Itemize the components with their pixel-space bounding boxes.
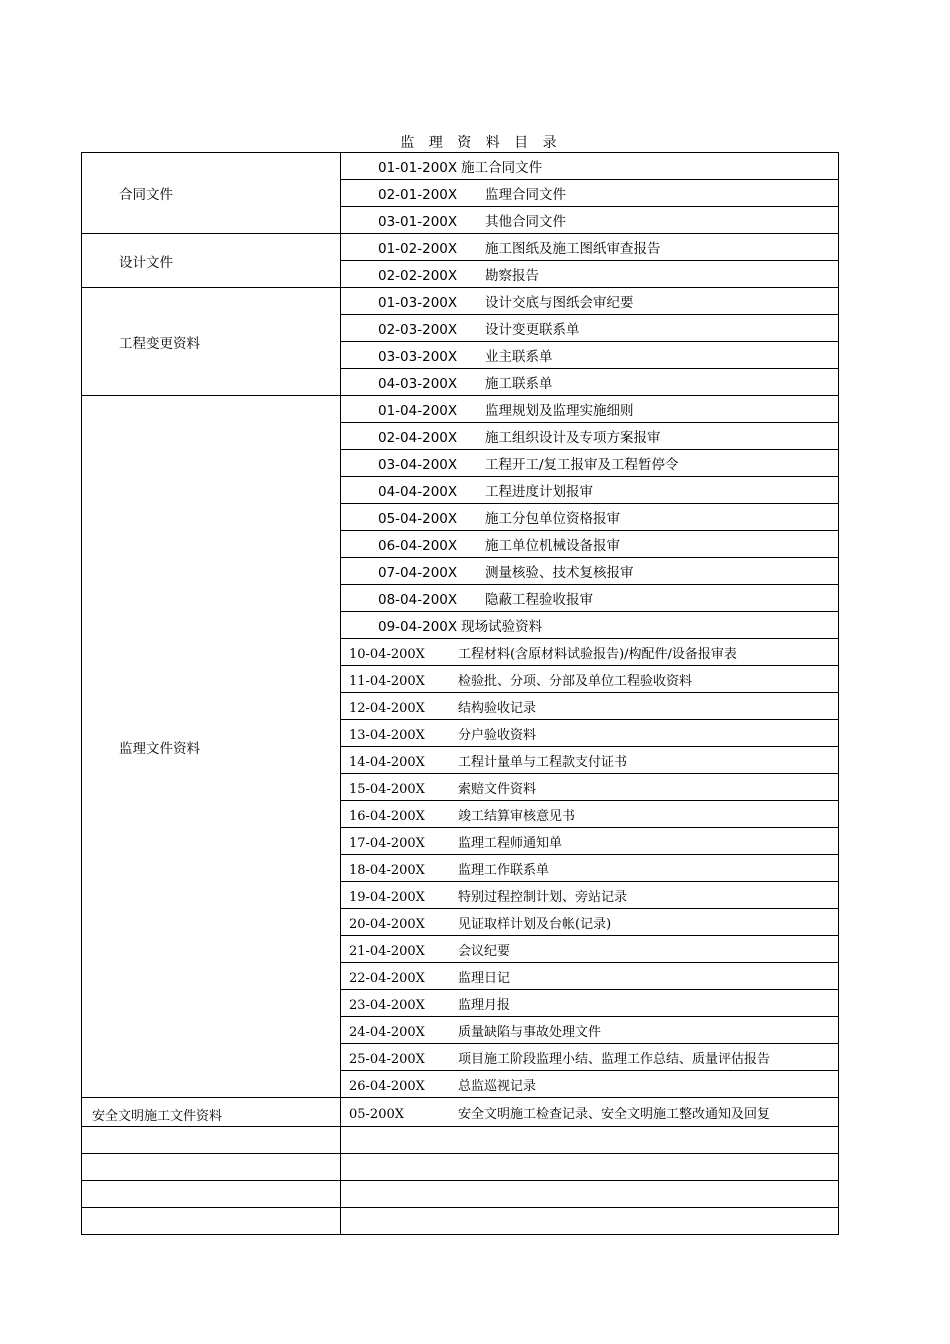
- entry-name: 勘察报告: [485, 268, 539, 284]
- empty-cell: [82, 1127, 341, 1154]
- entry-name: 监理日记: [458, 970, 511, 986]
- entry-name: 监理规划及监理实施细则: [485, 403, 634, 419]
- entry-cell: [341, 963, 839, 990]
- entry-code: 10-04-200X: [349, 646, 425, 662]
- entry-code: 04-04-200X: [378, 484, 458, 500]
- entry-cell: [341, 747, 839, 774]
- entry-name: 设计变更联系单: [485, 322, 580, 338]
- entry-cell: [341, 288, 839, 315]
- entry-cell: [341, 1044, 839, 1071]
- entry-name: 施工组织设计及专项方案报审: [485, 430, 661, 446]
- entry-code: 01-04-200X: [378, 403, 458, 419]
- entry-name: 项目施工阶段监理小结、监理工作总结、质量评估报告: [458, 1051, 771, 1067]
- entry-cell: [341, 909, 839, 936]
- entry-name: 索赔文件资料: [458, 781, 537, 797]
- entry-name: 质量缺陷与事故处理文件: [458, 1024, 602, 1040]
- entry-code: 02-03-200X: [378, 322, 458, 338]
- entry-code: 03-01-200X: [378, 214, 458, 230]
- entry-cell: [341, 693, 839, 720]
- entry-name: 工程开工/复工报审及工程暂停令: [485, 457, 679, 473]
- entry-name: 业主联系单: [485, 349, 553, 365]
- entry-name: 施工联系单: [485, 376, 553, 392]
- entry-name: 现场试验资料: [461, 619, 543, 635]
- entry-cell: [341, 936, 839, 963]
- entry-name: 施工合同文件: [461, 160, 543, 176]
- entry-name: 见证取样计划及台帐(记录): [458, 916, 612, 932]
- entry-code: 01-02-200X: [378, 241, 458, 257]
- category-cell: 工程变更资料: [82, 288, 341, 396]
- empty-cell: [82, 1154, 341, 1181]
- table-row: [82, 1098, 839, 1127]
- entry-code: 03-04-200X: [378, 457, 458, 473]
- entry-code: 07-04-200X: [378, 565, 458, 581]
- entry-code: 25-04-200X: [349, 1051, 425, 1067]
- entry-name: 竣工结算审核意见书: [458, 808, 576, 824]
- entry-code: 26-04-200X: [349, 1078, 425, 1094]
- entry-cell: [341, 1098, 839, 1127]
- category-cell: 安全文明施工文件资料: [82, 1098, 341, 1127]
- entry-code: 22-04-200X: [349, 970, 425, 986]
- empty-cell: [341, 1181, 839, 1208]
- table-row: [82, 153, 839, 180]
- entry-cell: [341, 585, 839, 612]
- entry-code: 24-04-200X: [349, 1024, 425, 1040]
- table-row: [82, 288, 839, 315]
- entry-cell: [341, 423, 839, 450]
- entry-cell: [341, 504, 839, 531]
- empty-row: [82, 1181, 839, 1208]
- entry-name: 监理合同文件: [485, 187, 566, 203]
- entry-name: 特别过程控制计划、旁站记录: [458, 889, 628, 905]
- entry-code: 17-04-200X: [349, 835, 425, 851]
- entry-code: 12-04-200X: [349, 700, 425, 716]
- entry-code: 02-04-200X: [378, 430, 458, 446]
- entry-cell: [341, 315, 839, 342]
- entry-code: 20-04-200X: [349, 916, 425, 932]
- entry-code: 13-04-200X: [349, 727, 425, 743]
- entry-cell: [341, 801, 839, 828]
- entry-code: 18-04-200X: [349, 862, 425, 878]
- entry-cell: [341, 1071, 839, 1098]
- entry-name: 隐蔽工程验收报审: [485, 592, 593, 608]
- entry-name: 检验批、分项、分部及单位工程验收资料: [458, 673, 693, 689]
- empty-row: [82, 1127, 839, 1154]
- entry-name: 监理工程师通知单: [458, 835, 563, 851]
- entry-cell: [341, 234, 839, 261]
- entry-cell: [341, 666, 839, 693]
- entry-name: 总监巡视记录: [458, 1078, 537, 1094]
- entry-name: 施工分包单位资格报审: [485, 511, 620, 527]
- entry-code: 08-04-200X: [378, 592, 458, 608]
- entry-name: 监理月报: [458, 997, 511, 1013]
- entry-cell: [341, 207, 839, 234]
- entry-cell: [341, 369, 839, 396]
- empty-cell: [341, 1154, 839, 1181]
- category-cell: 设计文件: [82, 234, 341, 288]
- entry-cell: [341, 396, 839, 423]
- entry-cell: [341, 342, 839, 369]
- entry-name: 设计交底与图纸会审纪要: [485, 295, 634, 311]
- entry-cell: [341, 855, 839, 882]
- entry-cell: [341, 774, 839, 801]
- entry-name: 分户验收资料: [458, 727, 537, 743]
- entry-cell: [341, 990, 839, 1017]
- empty-cell: [82, 1208, 341, 1235]
- entry-code: 19-04-200X: [349, 889, 425, 905]
- category-cell: 监理文件资料: [82, 396, 341, 1098]
- entry-name: 工程进度计划报审: [485, 484, 593, 500]
- entry-code: 21-04-200X: [349, 943, 425, 959]
- category-cell: 合同文件: [82, 153, 341, 234]
- entry-name: 工程材料(含原材料试验报告)/构配件/设备报审表: [458, 646, 737, 662]
- entry-code: 14-04-200X: [349, 754, 425, 770]
- entry-cell: [341, 261, 839, 288]
- entry-cell: [341, 882, 839, 909]
- entry-name: 会议纪要: [458, 943, 511, 959]
- entry-code: 11-04-200X: [349, 673, 425, 689]
- entry-cell: [341, 558, 839, 585]
- entry-code: 01-03-200X: [378, 295, 458, 311]
- entry-code: 05-04-200X: [378, 511, 458, 527]
- entry-code: 23-04-200X: [349, 997, 425, 1013]
- entry-code: 15-04-200X: [349, 781, 425, 797]
- table-row: [82, 234, 839, 261]
- entry-cell: [341, 153, 839, 180]
- empty-row: [82, 1208, 839, 1235]
- empty-cell: [82, 1181, 341, 1208]
- entry-name: 施工单位机械设备报审: [485, 538, 620, 554]
- entry-code: 04-03-200X: [378, 376, 458, 392]
- entry-code: 03-03-200X: [378, 349, 458, 365]
- empty-cell: [341, 1127, 839, 1154]
- empty-cell: [341, 1208, 839, 1235]
- entry-name: 监理工作联系单: [458, 862, 550, 878]
- catalog-table: [81, 152, 839, 1235]
- page-title: 监 理 资 料 目 录: [400, 135, 562, 151]
- empty-row: [82, 1154, 839, 1181]
- entry-name: 施工图纸及施工图纸审查报告: [485, 241, 661, 257]
- entry-code: 01-01-200X: [378, 160, 458, 176]
- entry-cell: [341, 612, 839, 639]
- table-row: [82, 396, 839, 423]
- entry-cell: [341, 828, 839, 855]
- entry-name: 安全文明施工检查记录、安全文明施工整改通知及回复: [458, 1106, 771, 1122]
- entry-cell: [341, 639, 839, 666]
- entry-cell: [341, 477, 839, 504]
- entry-cell: [341, 450, 839, 477]
- entry-name: 其他合同文件: [485, 214, 566, 230]
- entry-cell: [341, 180, 839, 207]
- entry-cell: [341, 720, 839, 747]
- entry-code: 06-04-200X: [378, 538, 458, 554]
- entry-code: 02-01-200X: [378, 187, 458, 203]
- entry-name: 结构验收记录: [458, 700, 537, 716]
- entry-name: 测量核验、技术复核报审: [485, 565, 634, 581]
- entry-name: 工程计量单与工程款支付证书: [458, 754, 628, 770]
- entry-code: 05-200X: [349, 1106, 405, 1122]
- entry-cell: [341, 531, 839, 558]
- entry-code: 09-04-200X: [378, 619, 458, 635]
- entry-code: 02-02-200X: [378, 268, 458, 284]
- entry-cell: [341, 1017, 839, 1044]
- entry-code: 16-04-200X: [349, 808, 425, 824]
